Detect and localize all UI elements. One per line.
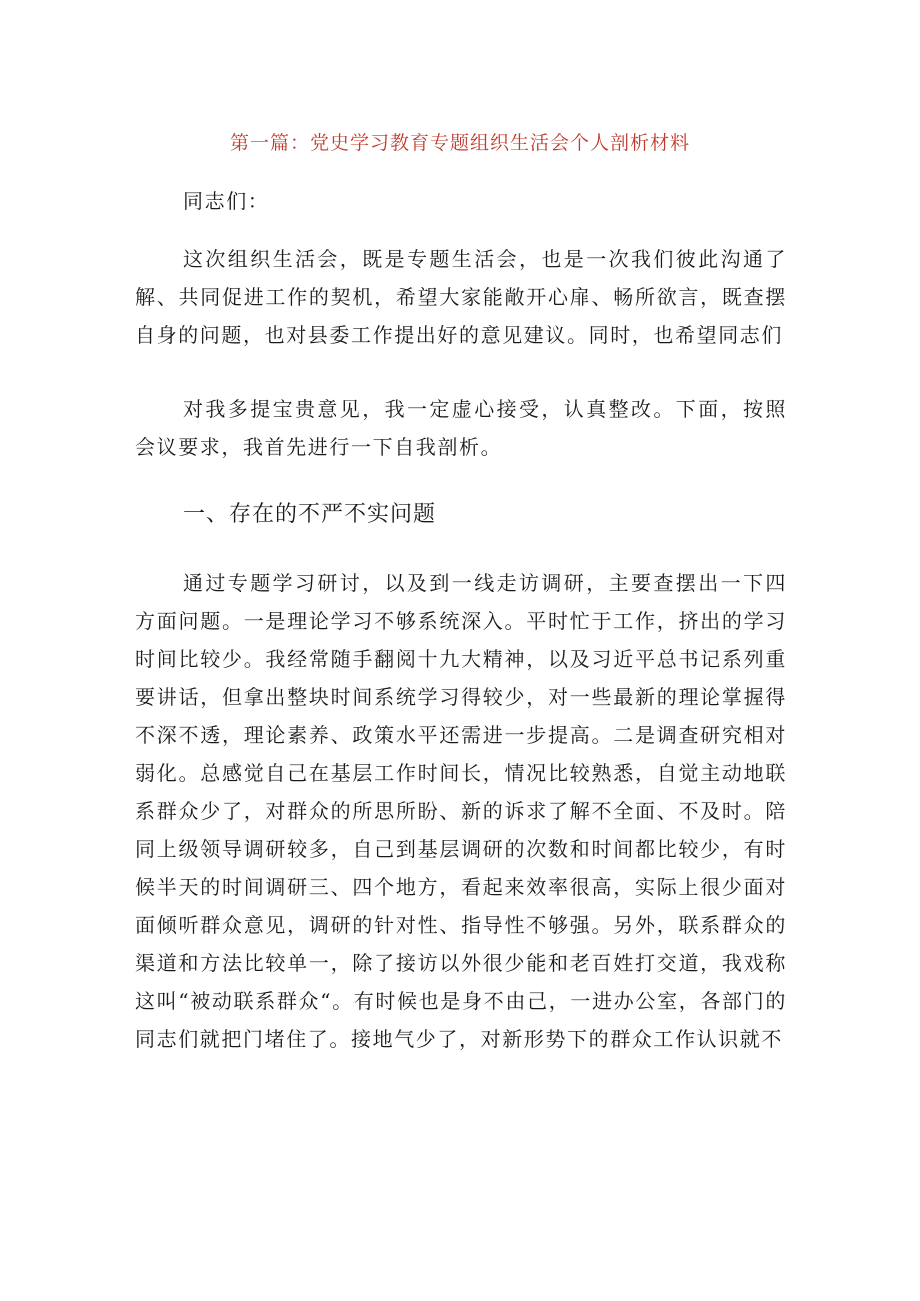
section-body: 通过专题学习研讨，以及到一线走访调研，主要查摆出一下四方面问题。一是理论学习不够系统深入。平时忙于工作，挤出的学习时间比较少。我经常随手翻阅十九大精神，以及习近平总书记系列重要讲话，但拿出整块时间系统学习得较少，对一些最新的理论掌握得不深不透，理论素养、政策水平还需进一步提高。二是调查研究相对弱化。总感觉自己在基层工作时间长，情况比较熟悉，自觉主动地联系群众少了，对群众的所思所盼、新的诉求了解不全面、不及时。陪同上级领导调研较多，自己到基层调研的次数和时间都比较少，有时候半天的时间调研三、四个地方，看起来效率很高，实际上很少面对面倾听群众意见，调研的针对性、指导性不够强。另外，联系群众的渠道和方法比较单一，除了接访以外很少能和老百姓打交道，我戏称这叫“被动联系群众“。有时候也是身不由己，一进办公室，各部门的同志们就把门堵住了。接地气少了，对新形势下的群众工作认识就不 xyxy=(135,571,787,1051)
paragraph-intro: 这次组织生活会，既是专题生活会，也是一次我们彼此沟通了解、共同促进工作的契机，希望大家能敞开心扉、畅所欲言，既查摆自身的问题，也对县委工作提出好的意见建议。同时，也希望同志们 xyxy=(135,247,787,347)
document-title: 第一篇：党史学习教育专题组织生活会个人剖析材料 xyxy=(229,132,690,154)
section-heading: 一、存在的不严不实问题 xyxy=(183,502,437,527)
salutation: 同志们： xyxy=(183,189,270,213)
paragraph-request: 对我多提宝贵意见，我一定虚心接受，认真整改。下面，按照会议要求，我首先进行一下自我剖析。 xyxy=(135,397,787,459)
